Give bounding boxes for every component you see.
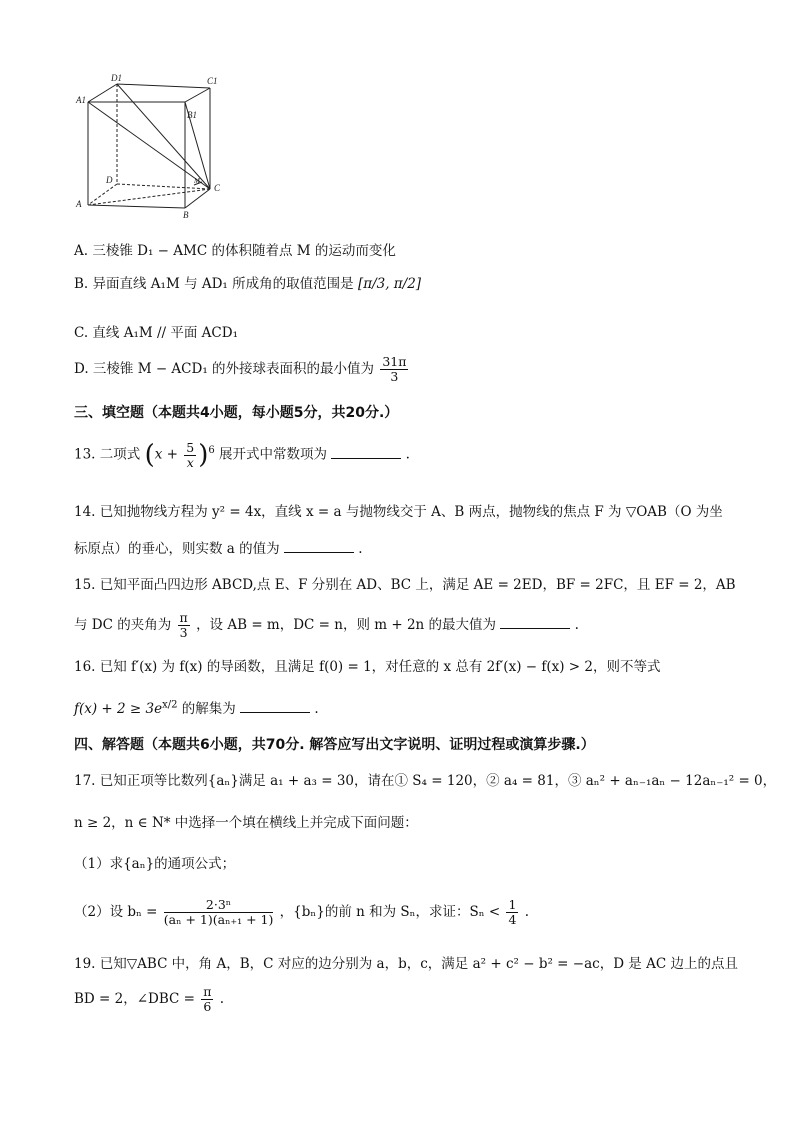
q17-bound-den: 4	[508, 912, 517, 927]
q19-fraction	[201, 985, 213, 1014]
q17-part-1: （1）求{aₙ}的通项公式；	[74, 856, 236, 872]
label-a: A	[76, 199, 82, 209]
q17-part-2-pre: （2）设 bₙ =	[74, 904, 158, 920]
q17-line-1: 17. 已知正项等比数列{aₙ}满足 a₁ + a₃ = 30，请在① S₄ = 120，② a₄ = 81，③ aₙ² + aₙ₋₁aₙ − 12aₙ₋₁² = 0，	[74, 773, 777, 789]
q16-line-2	[74, 697, 319, 717]
q16-answer-blank[interactable]	[240, 700, 310, 713]
q19-end: .	[219, 991, 225, 1007]
section-4-heading: 四、解答题（本题共6小题，共70分. 解答应写出文字说明、证明过程或演算步骤.）	[74, 737, 595, 753]
label-m: M	[194, 177, 200, 185]
q16-line-2-pre: f(x) + 2 ≥ 3e	[74, 701, 163, 717]
q17-line-2: n ≥ 2，n ∈ N* 中选择一个填在横线上并完成下面问题：	[74, 815, 418, 831]
option-b-text: B. 异面直线 A₁M 与 AD₁ 所成角的取值范围是	[74, 276, 354, 292]
q13-end: .	[405, 446, 410, 463]
q15-line-2	[74, 611, 579, 640]
q17-bound-num: 1	[508, 897, 517, 912]
option-d-num: 31π	[382, 354, 407, 369]
q17-part-2-end: .	[524, 904, 530, 920]
option-d-den: 3	[390, 369, 399, 384]
option-b	[74, 272, 421, 292]
q13-exp: 6	[208, 445, 215, 456]
label-d1: D1	[111, 73, 122, 83]
cube-figure	[70, 72, 230, 222]
q15-frac-den: 3	[179, 625, 188, 640]
label-c1: C1	[207, 76, 218, 86]
q19-line-2-pre: BD = 2，∠DBC =	[74, 991, 195, 1007]
q16-line-2-post: 的解集为	[181, 701, 236, 717]
q13-frac-num: 5	[186, 439, 195, 455]
q13-pre: 13. 二项式	[74, 446, 141, 463]
option-b-range: [π/3, π/2]	[357, 276, 422, 292]
q19-line-2	[74, 985, 224, 1014]
q14-line-1: 14. 已知抛物线方程为 y² = 4x，直线 x = a 与抛物线交于 A、B 两点，抛物线的焦点 F 为 ▽OAB（O 为坐	[74, 504, 723, 520]
q14-end: .	[358, 541, 363, 557]
q17-part-2-mid: ，{bₙ}的前 n 和为 Sₙ，求证：Sₙ <	[279, 904, 501, 920]
option-d-fraction	[380, 355, 408, 384]
q17-bn-den: (aₙ + 1)(aₙ₊₁ + 1)	[163, 912, 274, 927]
q14-line-2-text: 标原点）的垂心，则实数 a 的值为	[74, 541, 280, 557]
q13-fraction	[184, 441, 196, 470]
q17-part-2	[74, 898, 529, 927]
q15-answer-blank[interactable]	[500, 616, 570, 629]
q15-frac-num: π	[179, 610, 188, 625]
q16-end: .	[314, 701, 319, 717]
q19-frac-num: π	[203, 984, 212, 999]
label-b1: B1	[187, 110, 197, 120]
option-d	[74, 355, 410, 384]
q14-answer-blank[interactable]	[284, 540, 354, 553]
q15-line-2-pre: 与 DC 的夹角为	[74, 617, 172, 633]
q15-fraction	[178, 611, 190, 640]
label-d: D	[106, 175, 113, 185]
q13-frac-den: x	[186, 454, 194, 470]
q17-bn-fraction	[164, 898, 274, 927]
label-b: B	[183, 210, 189, 220]
section-3-heading: 三、填空题（本题共4小题，每小题5分，共20分.）	[74, 405, 399, 421]
q19-line-1: 19. 已知▽ABC 中，角 A，B，C 对应的边分别为 a，b，c，满足 a² + c² − b² = −ac，D 是 AC 边上的点且	[74, 956, 738, 972]
q16-exponent: x/2	[162, 699, 178, 711]
label-c: C	[214, 183, 221, 193]
question-13: 13. 二项式 (x + $\frac{5}{x}$ )$^6$ 展开式中常数项为 .	[74, 439, 410, 470]
option-d-text: D. 三棱锥 M − ACD₁ 的外接球表面积的最小值为	[74, 361, 375, 377]
q15-line-2-post: ，设 AB = m，DC = n，则 m + 2n 的最大值为	[196, 617, 497, 633]
q13-answer-blank[interactable]	[331, 446, 401, 459]
q13-post: 展开式中常数项为	[219, 446, 328, 463]
q16-line-1: 16. 已知 f′(x) 为 f(x) 的导函数，且满足 f(0) = 1，对任意的 x 总有 2f′(x) − f(x) > 2，则不等式	[74, 659, 661, 675]
q14-line-2	[74, 537, 363, 557]
q17-bn-num: 2·3ⁿ	[164, 898, 274, 913]
option-a: A. 三棱锥 D₁ − AMC 的体积随着点 M 的运动而变化	[74, 243, 396, 259]
q19-frac-den: 6	[203, 999, 212, 1014]
q17-bound-fraction	[506, 898, 518, 927]
q13-x: x	[154, 446, 163, 463]
label-a1: A1	[76, 95, 86, 105]
option-c: C. 直线 A₁M // 平面 ACD₁	[74, 325, 238, 341]
q15-end: .	[574, 617, 579, 633]
q15-line-1: 15. 已知平面凸四边形 ABCD,点 E、F 分别在 AD、BC 上，满足 AE = 2ED，BF = 2FC，且 EF = 2，AB	[74, 577, 736, 593]
